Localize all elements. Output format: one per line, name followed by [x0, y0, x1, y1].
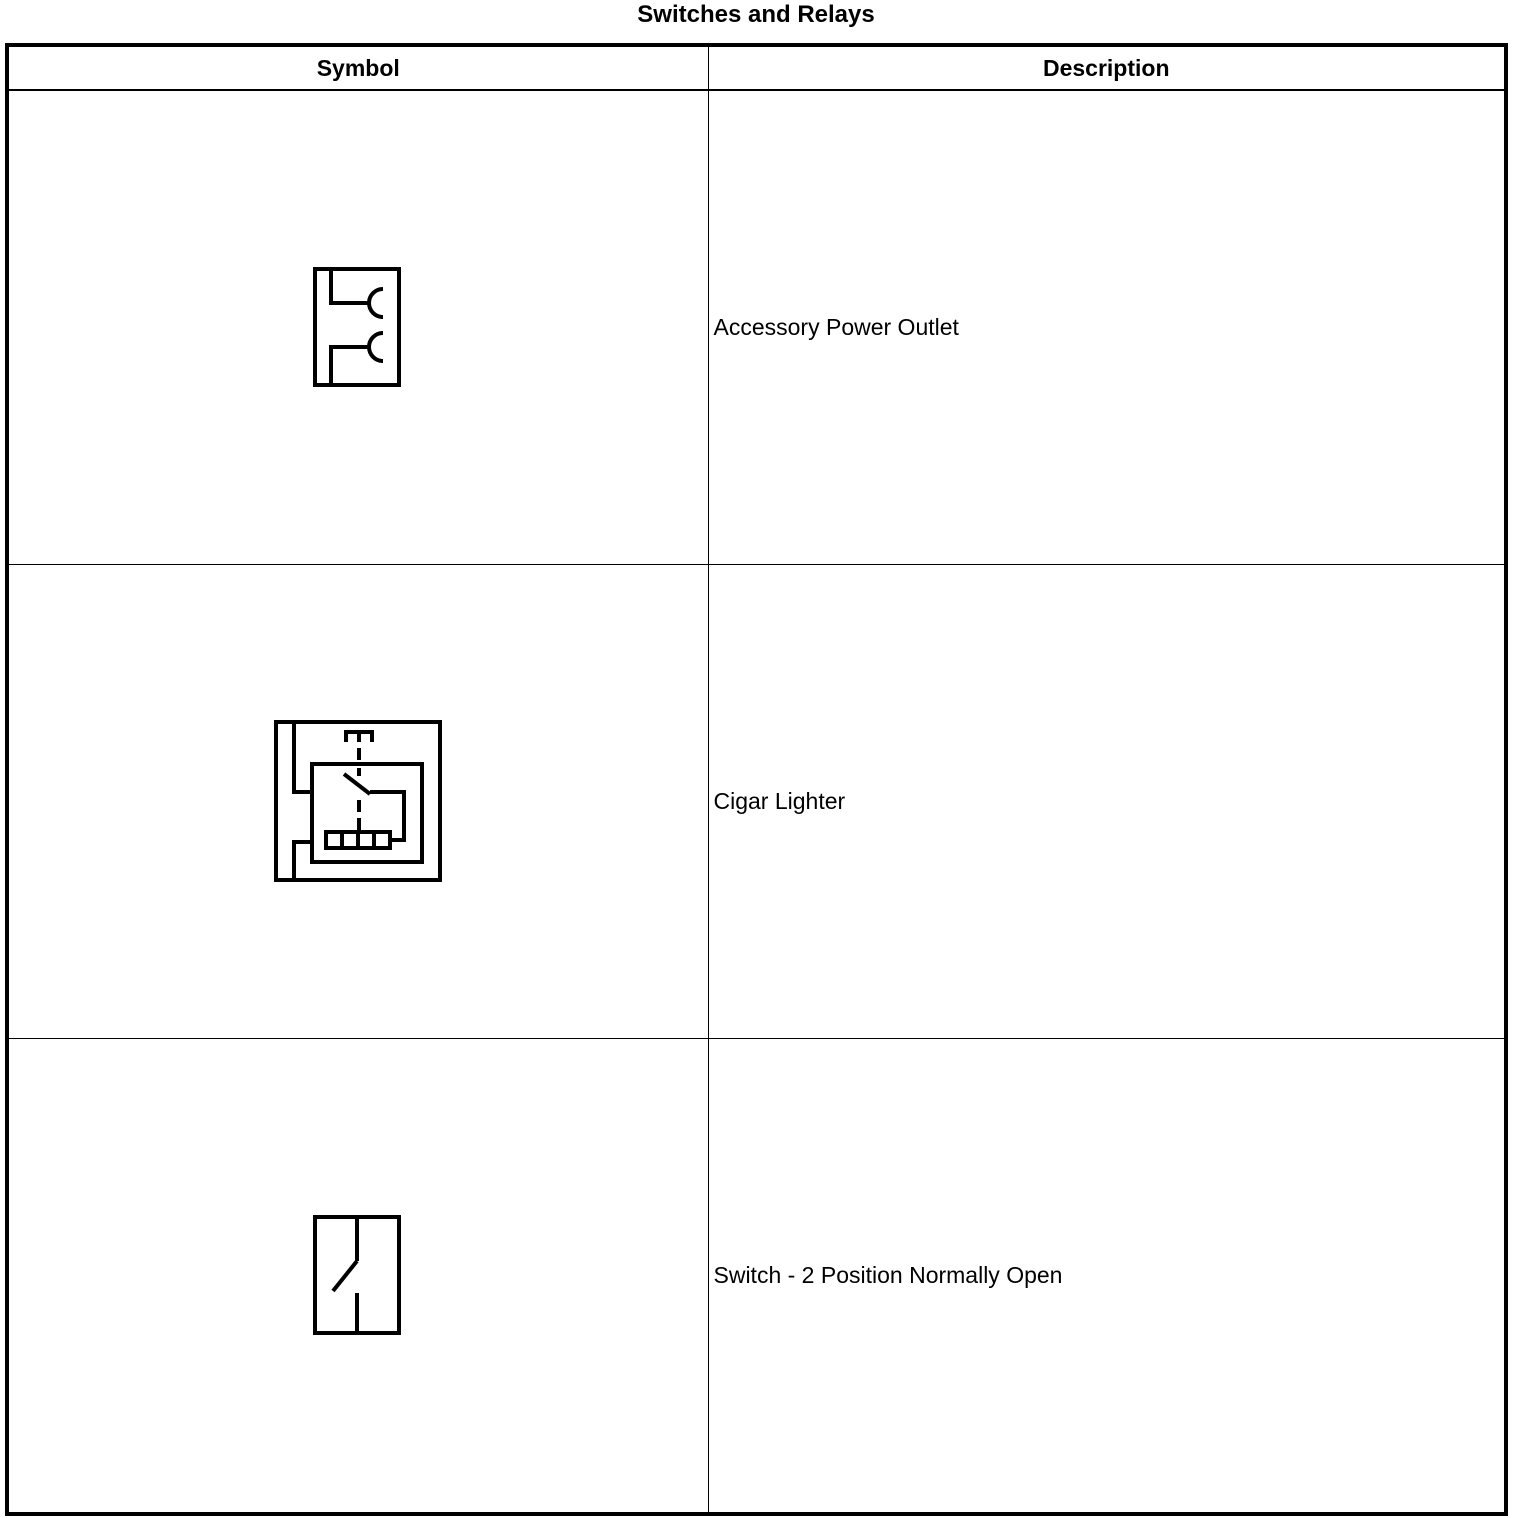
description-cell: Cigar Lighter — [708, 565, 1506, 1039]
description-column-header: Description — [708, 45, 1506, 90]
cigar-lighter-icon — [274, 720, 442, 884]
switch-2-position-normally-open-icon — [313, 1215, 403, 1337]
symbol-column-header: Symbol — [7, 45, 708, 90]
symbol-cell — [7, 90, 708, 565]
description-cell: Accessory Power Outlet — [708, 90, 1506, 565]
symbols-table — [5, 43, 1508, 1516]
description-cell: Switch - 2 Position Normally Open — [708, 1039, 1506, 1515]
accessory-power-outlet-icon — [313, 267, 403, 389]
symbol-cell — [7, 1039, 708, 1515]
page-title: Switches and Relays — [637, 1, 875, 28]
symbol-cell — [7, 565, 708, 1039]
table-row — [7, 1039, 1506, 1515]
table-row — [7, 90, 1506, 565]
table-row — [7, 565, 1506, 1039]
table-header-row — [7, 45, 1506, 90]
